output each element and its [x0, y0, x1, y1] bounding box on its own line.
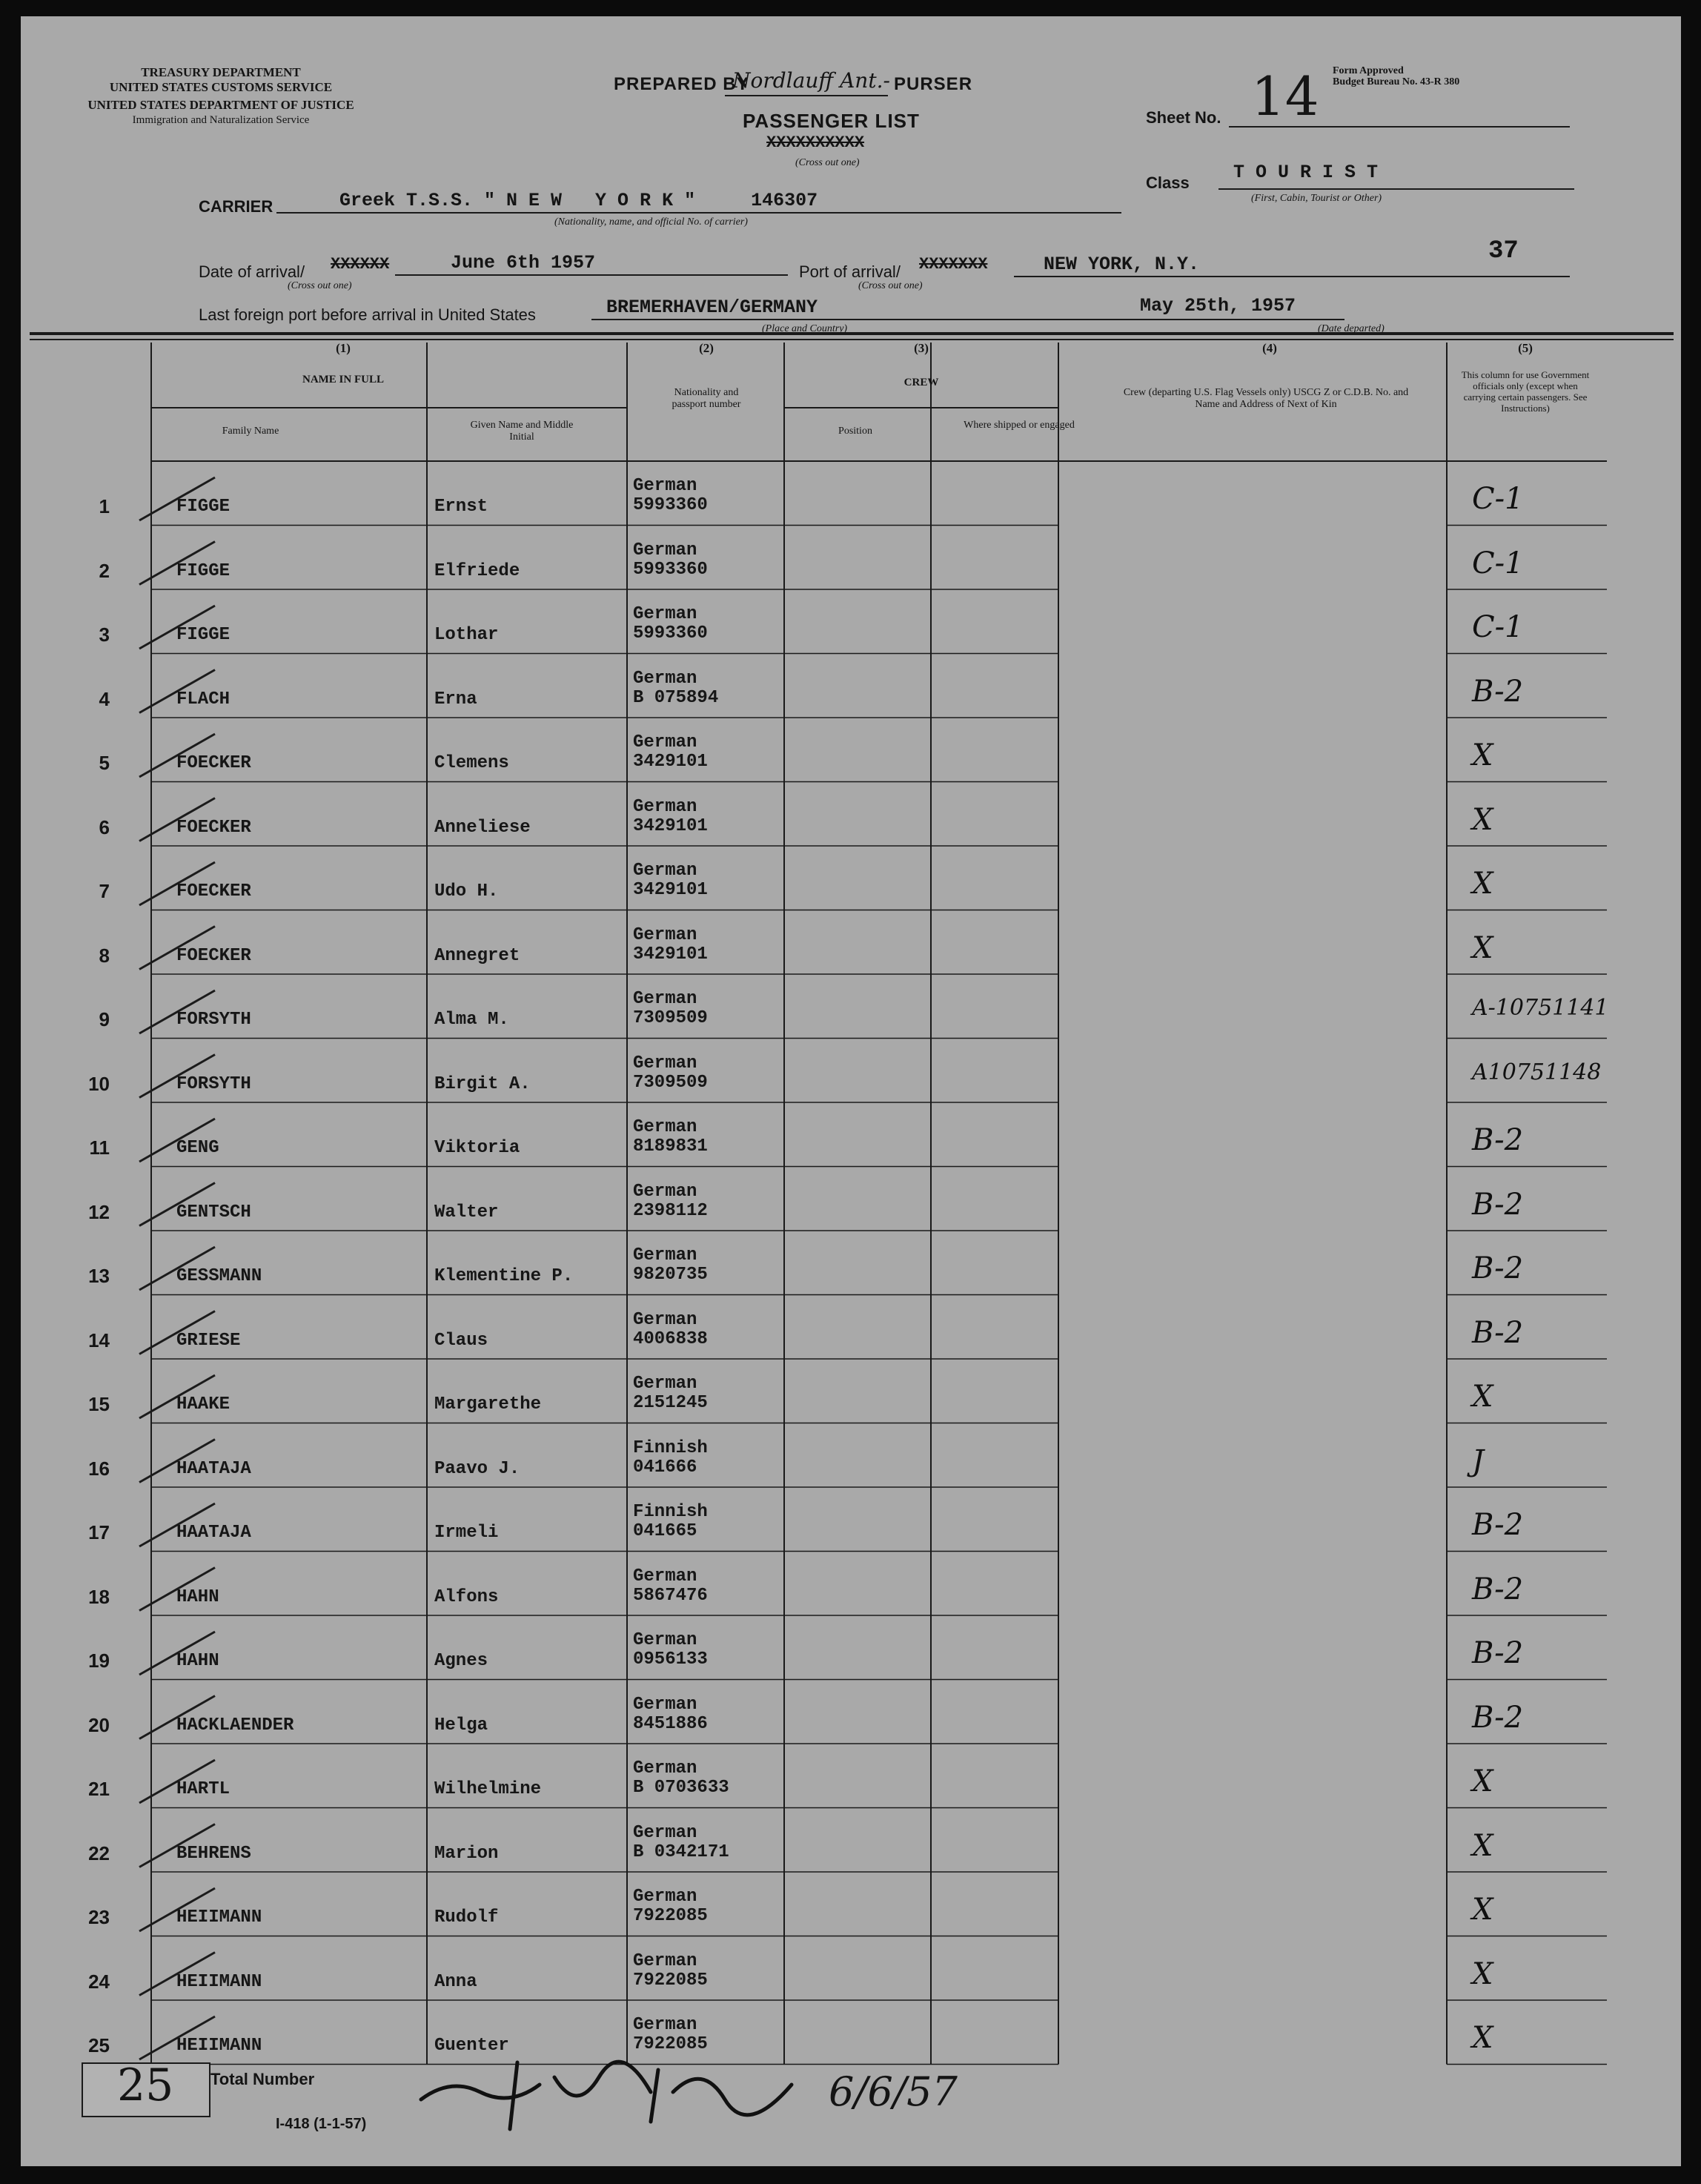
family-name: FOECKER: [176, 945, 251, 966]
nationality: German: [633, 796, 697, 817]
family-name: HEIIMANN: [176, 1907, 262, 1927]
passport-number: 3429101: [633, 880, 708, 900]
given-name: Ernst: [434, 497, 488, 517]
row-number: 6: [99, 815, 110, 838]
official-remark: B-2: [1472, 1123, 1524, 1157]
row-number: 10: [88, 1072, 110, 1095]
official-remark: A10751148: [1472, 1059, 1602, 1085]
row-number: 2: [99, 559, 110, 582]
official-remark: B-2: [1472, 1636, 1524, 1670]
nationality: German: [633, 732, 697, 752]
passport-number: 7309509: [633, 1072, 708, 1093]
col3-number: (3): [914, 341, 929, 355]
col5-title: This column for use Government officials only (except when carrying certain passengers. See Instructions): [1461, 369, 1590, 414]
passport-number: 5993360: [633, 495, 708, 515]
family-name: BEHRENS: [176, 1843, 251, 1864]
port-crossed: XXXXXXX: [919, 255, 988, 274]
given-name: Anna: [434, 1971, 477, 1992]
row-number: 7: [99, 880, 110, 902]
passport-number: 3429101: [633, 752, 708, 772]
given-name: Birgit A.: [434, 1073, 531, 1094]
nationality: German: [633, 989, 697, 1009]
nationality: German: [633, 1245, 697, 1265]
family-name: HAATAJA: [176, 1523, 251, 1543]
official-remark: B-2: [1472, 1187, 1524, 1222]
official-remark: C-1: [1472, 482, 1524, 516]
nationality: German: [633, 1181, 697, 1202]
row-number: 14: [88, 1328, 110, 1351]
family-name: HAHN: [176, 1586, 219, 1607]
official-remark: X: [1472, 738, 1493, 772]
col4-title: Crew (departing U.S. Flag Vessels only) USCG Z or C.D.B. No. and Name and Address of Next of Kin: [1123, 387, 1409, 410]
passport-number: 2151245: [633, 1393, 708, 1413]
family-name: GENTSCH: [176, 1202, 251, 1222]
row-number: 21: [88, 1778, 110, 1800]
given-name: Elfriede: [434, 560, 520, 581]
port-note: (Cross out one): [858, 280, 923, 291]
signature-date: 6/6/57: [829, 2068, 958, 2115]
given-name: Lothar: [434, 625, 499, 645]
carrier-note: (Nationality, name, and official No. of carrier): [554, 216, 748, 228]
official-signature: [406, 2048, 821, 2137]
passport-number: 9820735: [633, 1265, 708, 1285]
class-value: T O U R I S T: [1233, 162, 1379, 183]
family-name: FORSYTH: [176, 1010, 251, 1030]
agency-line-2: UNITED STATES CUSTOMS SERVICE: [109, 80, 333, 94]
given-name: Viktoria: [434, 1138, 520, 1158]
last-port-note: (Place and Country): [762, 323, 848, 334]
given-name: Paavo J.: [434, 1458, 520, 1479]
row-number: 4: [99, 687, 110, 710]
passport-number: 7922085: [633, 1906, 708, 1926]
col5-number: (5): [1518, 341, 1533, 355]
nationality: German: [633, 604, 697, 624]
official-remark: X: [1472, 1893, 1493, 1927]
passport-number: 7922085: [633, 2034, 708, 2054]
form-approved-line-1: Form Approved: [1333, 65, 1404, 76]
col2-number: (2): [699, 341, 714, 355]
nationality: Finnish: [633, 1502, 708, 1522]
row-number: 17: [88, 1521, 110, 1543]
family-name: HEIIMANN: [176, 1971, 262, 1992]
last-port-value: BREMERHAVEN/GERMANY: [606, 297, 818, 318]
official-remark: X: [1472, 2021, 1493, 2055]
class-note: (First, Cabin, Tourist or Other): [1251, 193, 1382, 204]
sheet-number: 14: [1251, 65, 1319, 128]
nationality: German: [633, 1822, 697, 1843]
crossed-out-word: XXXXXXXXXX: [766, 133, 865, 152]
family-name: FORSYTH: [176, 1073, 251, 1094]
col1-family: Family Name: [222, 426, 279, 437]
row-number: 18: [88, 1585, 110, 1608]
official-remark: B-2: [1472, 674, 1524, 709]
passport-number: 5993360: [633, 623, 708, 643]
official-remark: X: [1472, 1828, 1493, 1863]
col1-title: NAME IN FULL: [302, 374, 384, 385]
official-remark: B-2: [1472, 1700, 1524, 1735]
family-name: HARTL: [176, 1779, 231, 1799]
prepared-by-signature: Nordlauff Ant.-: [732, 68, 890, 93]
nationality: German: [633, 1053, 697, 1073]
family-name: HAATAJA: [176, 1458, 251, 1479]
family-name: FOECKER: [176, 753, 251, 773]
nationality: German: [633, 2015, 697, 2035]
sheet-label: Sheet No.: [1146, 108, 1221, 127]
passport-number: 041666: [633, 1457, 697, 1477]
last-port-label: Last foreign port before arrival in United States: [199, 305, 536, 324]
nationality: German: [633, 924, 697, 945]
nationality: Finnish: [633, 1437, 708, 1458]
official-remark: J: [1472, 1443, 1485, 1478]
passport-number: 8189831: [633, 1136, 708, 1156]
col3-title: CREW: [903, 377, 939, 388]
given-name: Anneliese: [434, 817, 531, 838]
nationality: German: [633, 1758, 697, 1778]
total-value: 25: [117, 2059, 174, 2111]
given-name: Klementine P.: [434, 1266, 574, 1286]
table-grid: [21, 16, 1681, 2166]
official-remark: X: [1472, 930, 1493, 965]
arrival-label: Date of arrival/: [199, 262, 305, 281]
cross-out-note: (Cross out one): [795, 157, 860, 168]
nationality: German: [633, 1566, 697, 1586]
col2-title: Nationality and passport number: [672, 387, 741, 410]
given-name: Erna: [434, 689, 477, 709]
list-title: PASSENGER LIST: [743, 110, 920, 132]
passport-number: 7309509: [633, 1008, 708, 1028]
passport-number: 3429101: [633, 944, 708, 964]
arrival-date: June 6th 1957: [451, 252, 596, 274]
passport-number: 5867476: [633, 1585, 708, 1606]
row-number: 5: [99, 752, 110, 774]
carrier-value: Greek T.S.S. " N E W Y O R K " 146307: [339, 190, 818, 211]
official-remark: B-2: [1472, 1315, 1524, 1350]
nationality: German: [633, 540, 697, 560]
given-name: Helga: [434, 1715, 488, 1735]
given-name: Alfons: [434, 1586, 499, 1607]
nationality: German: [633, 1630, 697, 1650]
passport-number: B 0342171: [633, 1841, 729, 1862]
row-number: 13: [88, 1265, 110, 1287]
given-name: Udo H.: [434, 881, 499, 901]
row-number: 3: [99, 623, 110, 646]
agency-line-4: Immigration and Naturalization Service: [132, 114, 310, 126]
nationality: German: [633, 861, 697, 881]
passport-number: B 075894: [633, 687, 719, 708]
family-name: GRIESE: [176, 1330, 241, 1351]
family-name: HACKLAENDER: [176, 1715, 294, 1735]
row-number: 22: [88, 1841, 110, 1864]
row-number: 20: [88, 1713, 110, 1736]
nationality: German: [633, 1887, 697, 1907]
passport-number: 8451886: [633, 1713, 708, 1734]
family-name: FOECKER: [176, 817, 251, 838]
nationality: German: [633, 1309, 697, 1330]
prepared-by-label: PREPARED BY: [614, 74, 749, 94]
family-name: HAHN: [176, 1651, 219, 1671]
passport-number: 3429101: [633, 815, 708, 836]
row-number: 23: [88, 1906, 110, 1928]
official-remark: X: [1472, 1764, 1493, 1799]
given-name: Clemens: [434, 753, 509, 773]
nationality: German: [633, 1950, 697, 1971]
official-remark: C-1: [1472, 546, 1524, 580]
given-name: Claus: [434, 1330, 488, 1351]
col3-shipped: Where shipped or engaged: [964, 420, 1075, 431]
row-number: 12: [88, 1200, 110, 1223]
official-remark: A-10751141: [1472, 995, 1609, 1021]
passport-number: 7922085: [633, 1970, 708, 1991]
official-remark: B-2: [1472, 1508, 1524, 1542]
family-name: HAAKE: [176, 1394, 231, 1414]
given-name: Agnes: [434, 1651, 488, 1671]
row-number: 9: [99, 1008, 110, 1030]
port-label: Port of arrival/: [799, 262, 901, 281]
passport-number: 2398112: [633, 1200, 708, 1221]
family-name: FIGGE: [176, 497, 231, 517]
nationality: German: [633, 1117, 697, 1137]
nationality: German: [633, 476, 697, 496]
row-number: 16: [88, 1457, 110, 1480]
given-name: Marion: [434, 1843, 499, 1864]
given-name: Walter: [434, 1202, 499, 1222]
row-number: 25: [88, 2034, 110, 2056]
given-name: Guenter: [434, 2036, 509, 2056]
col1-given: Given Name and Middle Initial: [470, 420, 574, 443]
family-name: FOECKER: [176, 881, 251, 901]
given-name: Wilhelmine: [434, 1779, 542, 1799]
arrival-crossed: XXXXXX: [331, 255, 390, 274]
arrival-note: (Cross out one): [288, 280, 352, 291]
port-value: NEW YORK, N.Y.: [1044, 254, 1200, 275]
col1-number: (1): [336, 341, 351, 355]
given-name: Alma M.: [434, 1010, 509, 1030]
given-name: Rudolf: [434, 1907, 499, 1927]
agency-line-3: UNITED STATES DEPARTMENT OF JUSTICE: [87, 98, 354, 112]
family-name: GENG: [176, 1138, 219, 1158]
family-name: FIGGE: [176, 625, 231, 645]
row-number: 1: [99, 495, 110, 517]
row-number: 24: [88, 1970, 110, 1993]
class-label: Class: [1146, 173, 1190, 192]
row-number: 8: [99, 944, 110, 967]
family-name: FLACH: [176, 689, 231, 709]
nationality: German: [633, 1694, 697, 1715]
carrier-label: CARRIER: [199, 197, 273, 216]
departed-value: May 25th, 1957: [1140, 295, 1296, 317]
official-remark: X: [1472, 1380, 1493, 1414]
form-number: I-418 (1-1-57): [276, 2116, 367, 2132]
count-number: 37: [1488, 237, 1519, 265]
passport-number: 041665: [633, 1521, 697, 1541]
family-name: HEIIMANN: [176, 2036, 262, 2056]
given-name: Annegret: [434, 945, 520, 966]
nationality: German: [633, 1374, 697, 1394]
official-remark: B-2: [1472, 1251, 1524, 1285]
passenger-list-form: [21, 16, 1681, 2166]
col4-number: (4): [1262, 341, 1277, 355]
passport-number: 5993360: [633, 559, 708, 580]
official-remark: C-1: [1472, 610, 1524, 644]
official-remark: X: [1472, 867, 1493, 901]
row-number: 19: [88, 1649, 110, 1672]
total-label: Total Number: [210, 2070, 315, 2088]
given-name: Margarethe: [434, 1394, 542, 1414]
row-number: 11: [89, 1136, 110, 1159]
passport-number: 0956133: [633, 1649, 708, 1670]
row-number: 15: [88, 1393, 110, 1415]
official-remark: X: [1472, 1956, 1493, 1991]
family-name: FIGGE: [176, 560, 231, 581]
col3-position: Position: [838, 426, 872, 437]
nationality: German: [633, 668, 697, 689]
passport-number: 4006838: [633, 1328, 708, 1349]
departed-note: (Date departed): [1318, 323, 1385, 334]
purser-label: PURSER: [894, 74, 973, 94]
official-remark: B-2: [1472, 1572, 1524, 1606]
family-name: GESSMANN: [176, 1266, 262, 1286]
agency-line-1: TREASURY DEPARTMENT: [141, 65, 301, 79]
official-remark: X: [1472, 802, 1493, 837]
form-approved-line-2: Budget Bureau No. 43-R 380: [1333, 76, 1460, 87]
passport-number: B 0703633: [633, 1778, 729, 1798]
given-name: Irmeli: [434, 1523, 499, 1543]
